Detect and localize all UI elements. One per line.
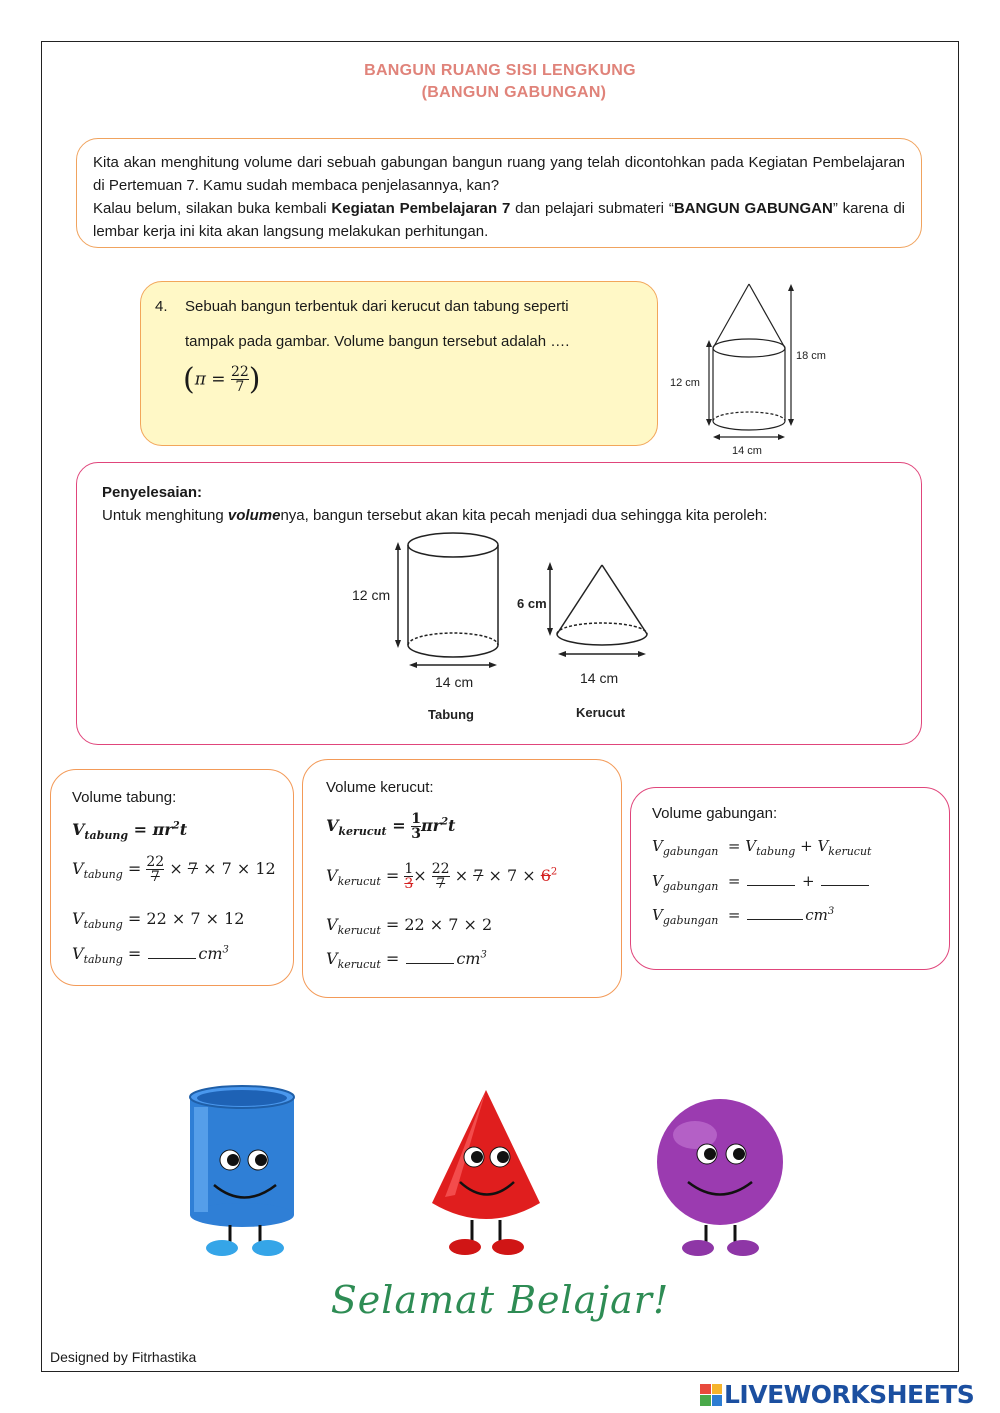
kerucut-base-back [557, 623, 647, 634]
pi-formula: (π = $\frac{22}{7}$ ) [183, 362, 261, 397]
kerucut-step-1: $V_{kerucut}$ = $\frac{1}{3}$ × $\frac{22}{7}$ × $7 \times 7 \times 6^2$ [326, 861, 558, 892]
question-number: 4. [155, 298, 168, 315]
tabung-height-label: 12 cm [352, 587, 391, 603]
tabung-top [408, 533, 498, 557]
kerucut-step-2: $V_{kerucut} = 22 \times 7 \times 2$ [326, 915, 493, 938]
intro-text-1: Kita akan menghitung volume dari sebuah gabungan bangun ruang yang telah dicontohkan pada Kegiatan Pembelajaran di Pertemuan 7. Kamu sudah membaca penjelasannya, kan? [93, 154, 905, 194]
combined-shape-figure [665, 278, 835, 463]
calc-gabungan-title: Volume gabungan: [652, 805, 778, 822]
purple-sphere-character [657, 1099, 783, 1256]
characters-illustration [180, 1085, 800, 1270]
intro-box [76, 138, 922, 248]
tabung-bottom-back [408, 633, 498, 645]
kerucut-height-label: 6 cm [517, 596, 547, 611]
question-line-1: Sebuah bangun terbentuk dari kerucut dan tabung seperti [185, 298, 569, 315]
gabungan-answer-input[interactable] [747, 919, 803, 920]
liveworksheets-logo-icon [700, 1384, 722, 1406]
cone-right-edge [749, 284, 785, 348]
kerucut-formula: $V_{kerucut}$ = $\frac{1}{3}$ $\pi r^2t$ [326, 811, 456, 842]
tabung-label: Tabung [428, 707, 474, 722]
tabung-formula: $V_{tabung} = \pi r^2t$ [72, 820, 188, 843]
page-title: BANGUN RUANG SISI LENGKUNG [364, 62, 636, 79]
blue-cylinder-character [190, 1086, 294, 1256]
kerucut-label: Kerucut [576, 705, 626, 720]
tabung-bottom-front [408, 645, 498, 657]
page-subtitle: (BANGUN GABUNGAN) [421, 84, 607, 101]
tabung-step-2: $V_{tabung} = 22 \times 7 \times 12$ [72, 909, 245, 932]
cone-left-edge [713, 284, 749, 348]
gabungan-step-1: $V_{gabungan}$ = + [652, 872, 871, 893]
kerucut-answer: $V_{kerucut} = cm^3$ [326, 949, 487, 972]
liveworksheets-brand[interactable] [700, 1380, 974, 1409]
cylinder-top [713, 339, 785, 357]
gabungan-input-kerucut[interactable] [821, 885, 869, 886]
kerucut-right-edge [602, 565, 647, 634]
decomposed-shapes-figure [340, 528, 670, 728]
tabung-answer: $V_{tabung} = cm^3$ [72, 944, 229, 967]
tabung-answer-input[interactable] [148, 958, 196, 959]
tabung-step-1: $V_{tabung}$ = $\frac{22}{7}$ × 7 × 7 × 12 [72, 854, 276, 885]
calc-tabung-box [50, 769, 294, 986]
cyl-height-label: 12 cm [670, 377, 700, 389]
closing-greeting: Selamat Belajar! [330, 1278, 670, 1322]
question-box [140, 281, 658, 446]
solution-heading: Penyelesaian: [102, 484, 203, 501]
total-height-label: 18 cm [796, 350, 826, 362]
kerucut-base-front [557, 634, 647, 645]
question-line-2: tampak pada gambar. Volume bangun tersebut adalah …. [185, 333, 570, 350]
intro-text-2: Kalau belum, silakan buka kembali Kegiatan Pembelajaran 7 dan pelajari submateri “BANGUN GABUNGAN” karena di lembar kerja ini kita akan langsung melakukan perhitungan. [93, 200, 905, 240]
solution-text: Untuk menghitung volumenya, bangun tersebut akan kita pecah menjadi dua sehingga kita peroleh: [102, 507, 768, 524]
calc-kerucut-title: Volume kerucut: [326, 779, 434, 796]
kerucut-answer-input[interactable] [406, 963, 454, 964]
diameter-label: 14 cm [732, 445, 762, 457]
gabungan-formula: $V_{gabungan} = V_{tabung} + V_{kerucut}$ [652, 837, 872, 858]
red-cone-character [432, 1090, 540, 1255]
kerucut-diameter-label: 14 cm [580, 670, 619, 686]
calc-tabung-title: Volume tabung: [72, 789, 177, 806]
gabungan-input-tabung[interactable] [747, 885, 795, 886]
tabung-diameter-label: 14 cm [435, 674, 474, 690]
designer-credit: Designed by Fitrhastika [50, 1349, 197, 1365]
calc-gabungan-box [630, 787, 950, 970]
gabungan-answer: $V_{gabungan} = cm^3$ [652, 906, 835, 927]
cylinder-bottom-back [713, 412, 785, 421]
calc-kerucut-box [302, 759, 622, 998]
brand-name: LIVEWORKSHEETS [724, 1380, 975, 1409]
cylinder-bottom-front [713, 421, 785, 430]
